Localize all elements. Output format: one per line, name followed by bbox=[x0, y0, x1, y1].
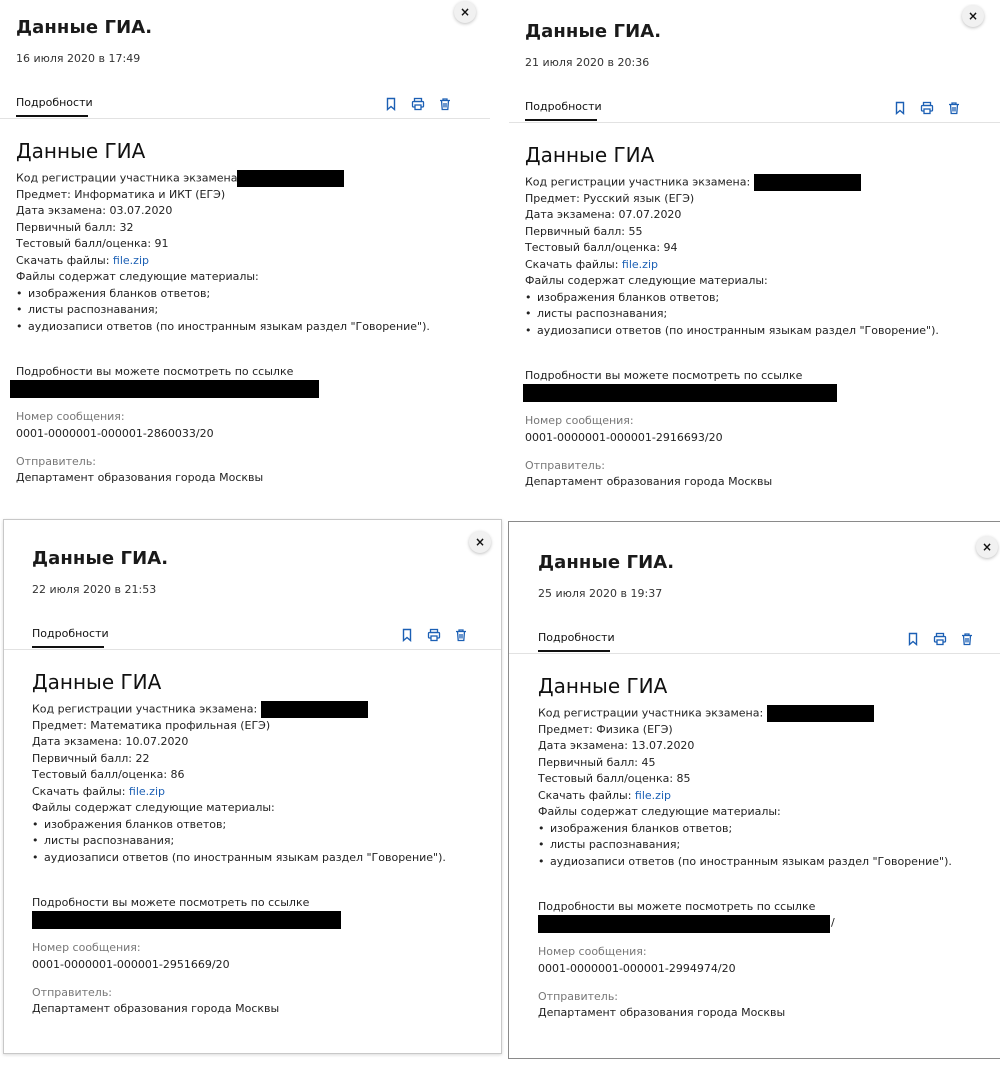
reg-label: Код регистрации участника экзамена: bbox=[538, 706, 764, 720]
subject: Предмет: Информатика и ИКТ (ЕГЭ) bbox=[16, 187, 226, 201]
redacted-code bbox=[767, 705, 874, 722]
print-icon[interactable] bbox=[920, 100, 934, 114]
print-icon[interactable] bbox=[933, 631, 947, 645]
materials-list bbox=[538, 821, 952, 871]
download-label: Скачать файлы: bbox=[32, 784, 126, 798]
redacted-link bbox=[538, 915, 830, 933]
message-title: Данные ГИА. bbox=[538, 552, 675, 573]
close-button[interactable]: × bbox=[976, 536, 998, 558]
number-label: Номер сообщения: bbox=[525, 414, 634, 427]
print-icon[interactable] bbox=[427, 627, 441, 641]
redacted-code bbox=[261, 701, 368, 718]
sender-label: Отправитель: bbox=[525, 459, 606, 472]
list-item: • аудиозаписи ответов (по иностранным языкам раздел "Говорение"). bbox=[28, 319, 430, 336]
exam-date: Дата экзамена: 07.07.2020 bbox=[525, 208, 682, 221]
subject: Предмет: Физика (ЕГЭ) bbox=[538, 722, 673, 736]
files-intro: Файлы содержат следующие материалы: bbox=[525, 274, 768, 287]
sender: Департамент образования города Москвы bbox=[538, 1006, 786, 1019]
close-button[interactable]: × bbox=[469, 531, 491, 553]
test-score: Тестовый балл/оценка: 85 bbox=[538, 772, 691, 785]
details-text: Подробности вы можете посмотреть по ссылке bbox=[525, 369, 803, 382]
primary-score: Первичный балл: 32 bbox=[16, 220, 134, 234]
bookmark-icon[interactable] bbox=[893, 100, 907, 114]
list-item: • изображения бланков ответов; bbox=[550, 821, 952, 838]
materials-list bbox=[16, 286, 430, 336]
content-heading: Данные ГИА bbox=[538, 674, 668, 698]
sender-label: Отправитель: bbox=[32, 986, 113, 999]
sender: Департамент образования города Москвы bbox=[32, 1002, 280, 1015]
message-card bbox=[3, 519, 502, 1054]
list-item: • аудиозаписи ответов (по иностранным языкам раздел "Говорение"). bbox=[537, 323, 939, 340]
exam-date: Дата экзамена: 03.07.2020 bbox=[16, 204, 173, 217]
divider bbox=[509, 122, 1000, 123]
details-text: Подробности вы можете посмотреть по ссылке bbox=[16, 365, 294, 378]
trash-icon[interactable] bbox=[454, 627, 468, 641]
redacted-code bbox=[237, 170, 344, 187]
list-item: • изображения бланков ответов; bbox=[44, 817, 446, 834]
tab-details[interactable]: Подробности bbox=[525, 100, 597, 121]
reg-label: Код регистрации участника экзамена bbox=[16, 171, 238, 185]
message-body bbox=[16, 170, 430, 335]
message-title: Данные ГИА. bbox=[32, 548, 169, 569]
redacted-link bbox=[523, 384, 837, 402]
reg-label: Код регистрации участника экзамена: bbox=[32, 702, 258, 716]
trash-icon[interactable] bbox=[438, 96, 452, 110]
bookmark-icon[interactable] bbox=[400, 627, 414, 641]
divider bbox=[0, 118, 490, 119]
redacted-link bbox=[10, 380, 319, 398]
message-number: 0001-0000001-000001-2916693/20 bbox=[525, 431, 723, 444]
message-title: Данные ГИА. bbox=[16, 17, 153, 38]
content-heading: Данные ГИА bbox=[16, 139, 146, 163]
content-heading: Данные ГИА bbox=[525, 143, 655, 167]
sender-label: Отправитель: bbox=[16, 455, 97, 468]
exam-date: Дата экзамена: 10.07.2020 bbox=[32, 735, 189, 748]
primary-score: Первичный балл: 55 bbox=[525, 224, 643, 238]
exam-date: Дата экзамена: 13.07.2020 bbox=[538, 739, 695, 752]
tab-details[interactable]: Подробности bbox=[16, 96, 88, 117]
divider bbox=[509, 653, 1000, 654]
list-item: • листы распознавания; bbox=[44, 833, 446, 850]
test-score: Тестовый балл/оценка: 94 bbox=[525, 241, 678, 254]
redacted-link bbox=[32, 911, 341, 929]
download-label: Скачать файлы: bbox=[525, 257, 619, 271]
message-date: 22 июля 2020 в 21:53 bbox=[32, 583, 157, 596]
sender-label: Отправитель: bbox=[538, 990, 619, 1003]
file-link[interactable]: file.zip bbox=[621, 257, 658, 271]
details-text: Подробности вы можете посмотреть по ссылке bbox=[32, 896, 310, 909]
tab-details[interactable]: Подробности bbox=[32, 627, 104, 648]
message-date: 16 июля 2020 в 17:49 bbox=[16, 52, 141, 65]
message-number: 0001-0000001-000001-2951669/20 bbox=[32, 958, 230, 971]
list-item: • листы распознавания; bbox=[537, 306, 939, 323]
test-score: Тестовый балл/оценка: 86 bbox=[32, 768, 185, 781]
message-title: Данные ГИА. bbox=[525, 21, 662, 42]
message-number: 0001-0000001-000001-2994974/20 bbox=[538, 962, 736, 975]
message-card bbox=[0, 0, 490, 512]
message-body bbox=[32, 701, 446, 866]
sender: Департамент образования города Москвы bbox=[525, 475, 773, 488]
list-item: • аудиозаписи ответов (по иностранным языкам раздел "Говорение"). bbox=[550, 854, 952, 871]
primary-score: Первичный балл: 45 bbox=[538, 755, 656, 769]
list-item: • листы распознавания; bbox=[550, 837, 952, 854]
print-icon[interactable] bbox=[411, 96, 425, 110]
download-label: Скачать файлы: bbox=[16, 253, 110, 267]
download-label: Скачать файлы: bbox=[538, 788, 632, 802]
materials-list bbox=[32, 817, 446, 867]
content-heading: Данные ГИА bbox=[32, 670, 162, 694]
number-label: Номер сообщения: bbox=[538, 945, 647, 958]
trash-icon[interactable] bbox=[960, 631, 974, 645]
details-text: Подробности вы можете посмотреть по ссылке bbox=[538, 900, 816, 913]
reg-label: Код регистрации участника экзамена: bbox=[525, 175, 751, 189]
list-item: • изображения бланков ответов; bbox=[28, 286, 430, 303]
close-button[interactable]: × bbox=[454, 1, 476, 23]
sender: Департамент образования города Москвы bbox=[16, 471, 264, 484]
redacted-code bbox=[754, 174, 861, 191]
list-item: • изображения бланков ответов; bbox=[537, 290, 939, 307]
files-intro: Файлы содержат следующие материалы: bbox=[16, 270, 259, 283]
message-card bbox=[508, 521, 1000, 1059]
subject: Предмет: Русский язык (ЕГЭ) bbox=[525, 191, 695, 205]
file-link[interactable]: file.zip bbox=[128, 784, 165, 798]
subject: Предмет: Математика профильная (ЕГЭ) bbox=[32, 718, 271, 732]
primary-score: Первичный балл: 22 bbox=[32, 751, 150, 765]
tab-details[interactable]: Подробности bbox=[538, 631, 610, 652]
message-date: 21 июля 2020 в 20:36 bbox=[525, 56, 650, 69]
files-intro: Файлы содержат следующие материалы: bbox=[32, 801, 275, 814]
materials-list bbox=[525, 290, 939, 340]
number-label: Номер сообщения: bbox=[32, 941, 141, 954]
files-intro: Файлы содержат следующие материалы: bbox=[538, 805, 781, 818]
trash-icon[interactable] bbox=[947, 100, 961, 114]
message-number: 0001-0000001-000001-2860033/20 bbox=[16, 427, 214, 440]
message-body bbox=[538, 705, 952, 870]
message-body bbox=[525, 174, 939, 339]
list-item: • листы распознавания; bbox=[28, 302, 430, 319]
bookmark-icon[interactable] bbox=[384, 96, 398, 110]
message-date: 25 июля 2020 в 19:37 bbox=[538, 587, 663, 600]
close-button[interactable]: × bbox=[962, 5, 984, 27]
link-suffix: / bbox=[831, 916, 835, 929]
file-link[interactable]: file.zip bbox=[634, 788, 671, 802]
message-card bbox=[509, 4, 1000, 516]
list-item: • аудиозаписи ответов (по иностранным языкам раздел "Говорение"). bbox=[44, 850, 446, 867]
test-score: Тестовый балл/оценка: 91 bbox=[16, 237, 169, 250]
file-link[interactable]: file.zip bbox=[112, 253, 149, 267]
number-label: Номер сообщения: bbox=[16, 410, 125, 423]
divider bbox=[4, 649, 501, 650]
bookmark-icon[interactable] bbox=[906, 631, 920, 645]
